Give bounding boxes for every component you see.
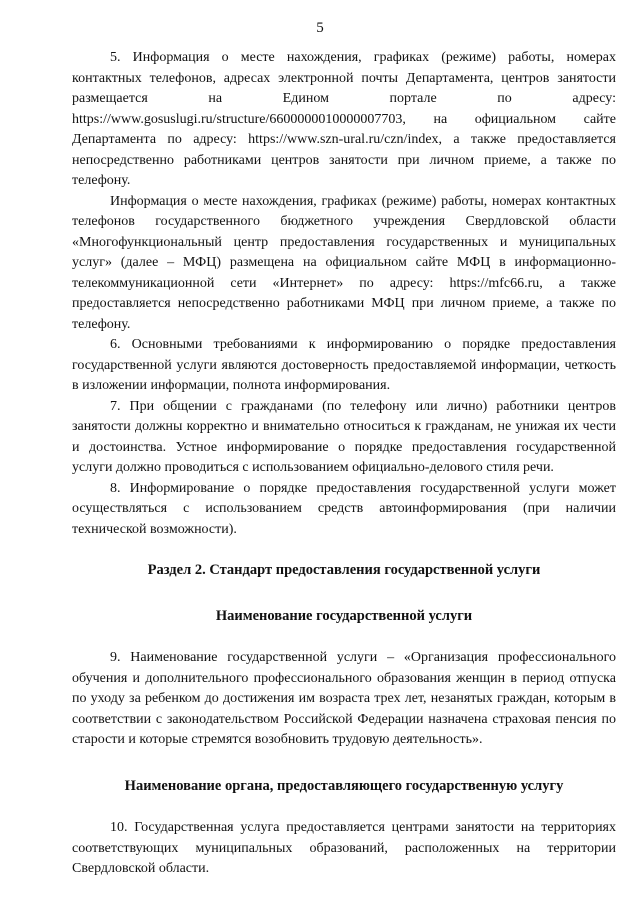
provider-name-heading: Наименование органа, предоставляющего государственную услугу [124,777,564,794]
paragraph-7: 7. При общении с гражданами (по телефону или лично) работники центров занятости должны корректно и внимательно относиться к гражданам, не унижая их чести и достоинства. Устное информирование о порядке предоставления государственной услуги должно проводиться с использованием официально-делового стиля речи. [72,398,616,475]
paragraph-5-mfc: Информация о месте нахождения, графиках (режиме) работы, номерах контактных телефонов государственного бюджетного учреждения Свердловской области «Многофункциональный центр предоставления государственных и муниципальных услуг» (далее – МФЦ) размещена на официальном сайте МФЦ в информационно-телекоммуникационной сети «Интернет» по адресу: https://mfc66.ru, а также предоставляется непосредственно работниками МФЦ при личном приеме, а также по телефону. [72,193,616,332]
paragraph-6: 6. Основными требованиями к информированию о порядке предоставления государственной услуги являются достоверность предоставляемой информации, четкость в изложении информации, полнота информирования. [72,337,616,393]
paragraph-10: 10. Государственная услуга предоставляется центрами занятости на территориях соответствующих муниципальных образований, расположенных на территории Свердловской области. [72,820,616,876]
section-2-heading: Раздел 2. Стандарт предоставления государственной услуги [147,562,541,578]
paragraph-5: 5. Информация о месте нахождения, графиках (режиме) работы, номерах контактных телефонов, адресах электронной почты Департамента, центров занятости размещается на Едином портале по адресу: https://www.gosuslugi.ru/structure/6600000010000007703, на официальном сайте Департамента по адресу: https://www.szn-ural.ru/czn/index, а также предоставляется непосредственно работниками центров занятости при личном приеме, а также по телефону. [72,50,616,188]
paragraph-9: 9. Наименование государственной услуги – «Организация профессионального обучения и дополнительного профессионального образования женщин в период отпуска по уходу за ребенком до достижения им возраста трех лет, незанятых граждан, которым в соответствии с законодательством Российской Федерации назначена страховая пенсия по старости и которые стремятся возобновить трудовую деятельность». [72,650,616,747]
page-number: 5 [316,20,324,36]
paragraph-8: 8. Информирование о порядке предоставления государственной услуги может осуществляться с использованием средств автоинформирования (при наличии технической возможности). [72,480,616,537]
service-name-heading: Наименование государственной услуги [215,607,473,624]
document-body [72,48,616,880]
